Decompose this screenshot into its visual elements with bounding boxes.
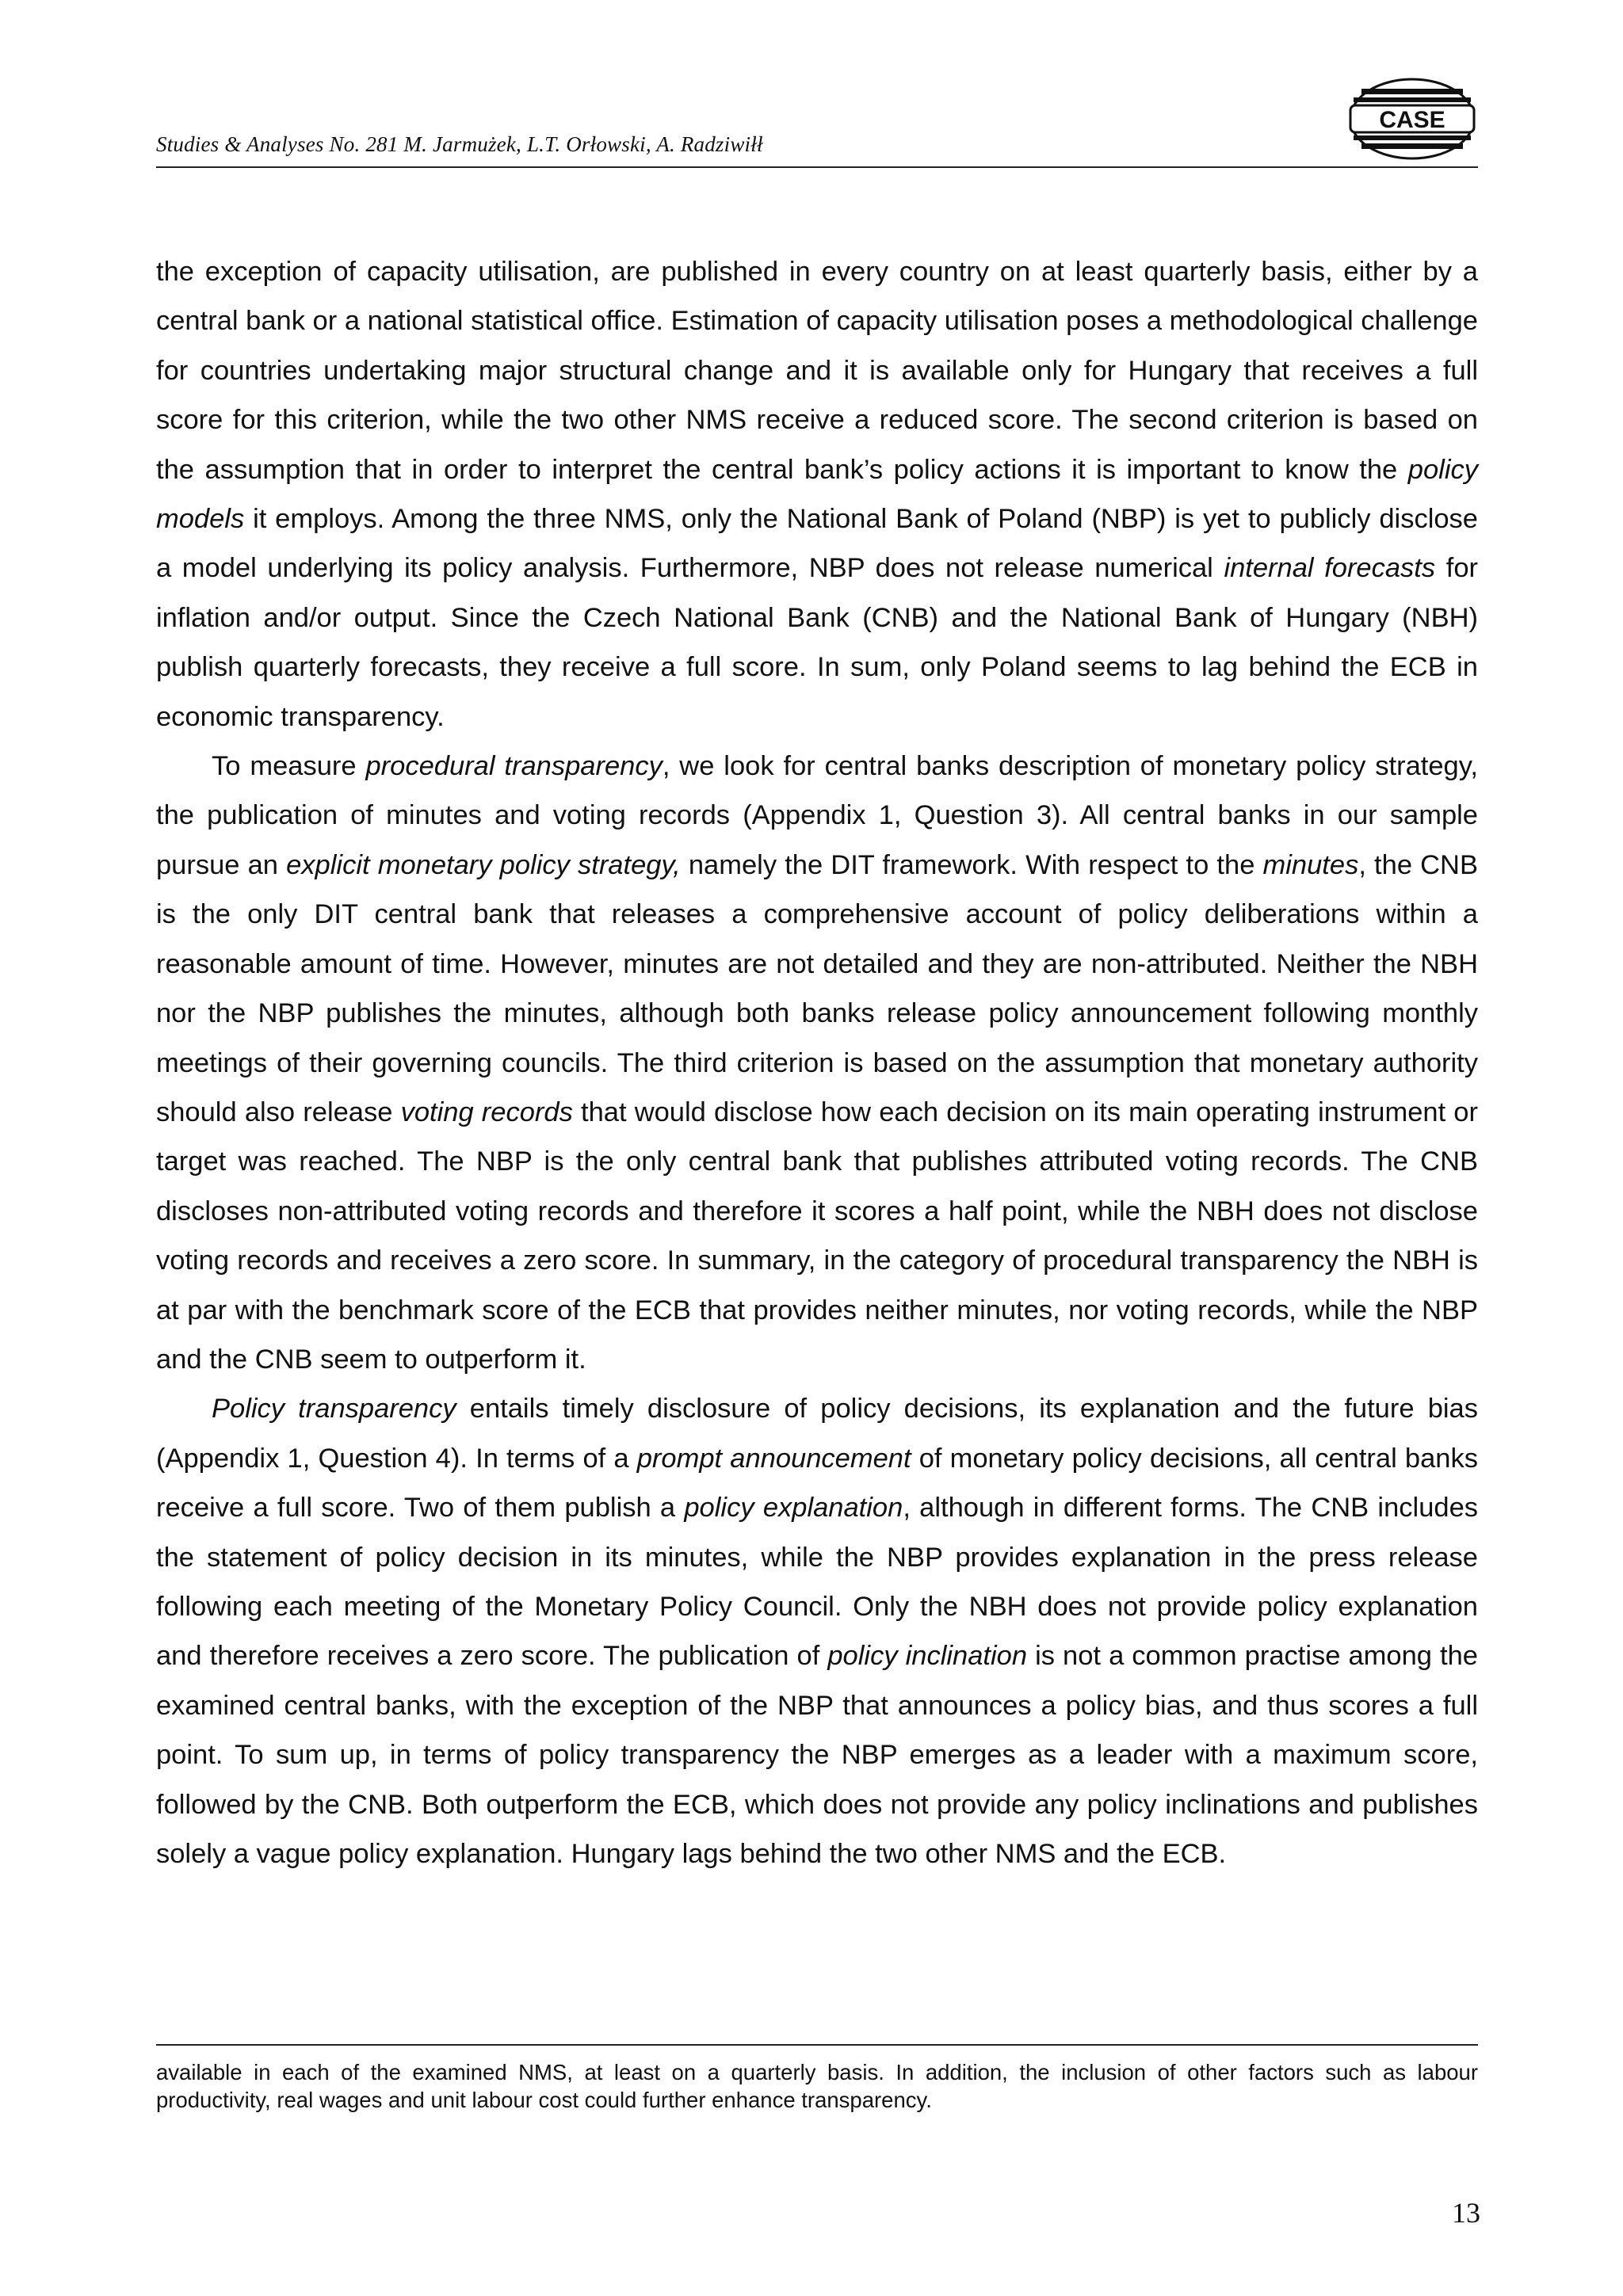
text-run: , although in different forms. The CNB includes the statement of policy decision in its minutes, while the NBP provides explanation in the press release following each meeting of the Monetary Policy Council. Only the NBH does not provide policy explanation and therefore receives a zero score. The publication of <box>156 1493 1479 1672</box>
header-rule <box>156 166 1478 168</box>
italic-term: explicit monetary policy strategy, <box>286 849 681 880</box>
text-run: entails timely disclosure of policy decisions, its explanation and the future bias (Appendix 1, Question 4). In terms of a <box>156 1394 1478 1474</box>
footnote-rule <box>156 2044 1478 2046</box>
body-paragraph <box>156 1384 1478 1878</box>
body-paragraph <box>156 742 1478 1384</box>
italic-term: prompt announcement <box>636 1443 911 1474</box>
text-run: is not a common practise among the examined central banks, with the exception of the NBP that announces a policy bias, and thus scores a full point. To sum up, in terms of policy transparency the NBP emerges as a leader with a maximum score, followed by the CNB. Both outperform the ECB, which does not provide any policy inclinations and publishes solely a vague policy explanation. Hungary lags behind the two other NMS and the ECB. <box>156 1641 1478 1869</box>
italic-term: procedural transparency <box>365 751 663 782</box>
text-run: , the CNB is the only DIT central bank that releases a comprehensive account of policy deliberations within a reasonable amount of time. However, minutes are not detailed and they are non-attributed. Neither the NBH nor the NBP publishes the minutes, although both banks release policy announcement following monthly meetings of their governing councils. The third criterion is based on the assumption that monetary authority should also release <box>156 849 1478 1127</box>
body-text <box>156 247 1478 1878</box>
italic-term: Policy transparency <box>212 1394 456 1425</box>
case-logo <box>1347 76 1477 162</box>
logo-text: CASE <box>1379 107 1445 133</box>
running-header: Studies & Analyses No. 281 M. Jarmużek, L.T. Orłowski, A. Radziwiłł <box>156 132 763 156</box>
text-run: To measure <box>212 751 366 782</box>
italic-term: policy explanation <box>684 1493 903 1524</box>
text-run: for inflation and/or output. Since the Czech National Bank (CNB) and the National Bank of Hungary (NBH) publish quarterly forecasts, they receive a full score. In sum, only Poland seems to lag behind the ECB in economic transparency. <box>156 553 1478 732</box>
italic-term: voting records <box>400 1097 573 1127</box>
italic-term: policy models <box>156 454 1478 535</box>
italic-term: minutes <box>1262 849 1359 880</box>
italic-term: internal forecasts <box>1224 553 1436 584</box>
text-run: the exception of capacity utilisation, are published in every country on at least quarterly basis, either by a central bank or a national statistical office. Estimation of capacity utilisation poses a methodological challenge for countries undertaking major structural change and it is available only for Hungary that receives a full score for this criterion, while the two other NMS receive a reduced score. The second criterion is based on the assumption that in order to interpret the central bank’s policy actions it is important to know the <box>156 257 1478 485</box>
page-number: 13 <box>1452 2197 1480 2229</box>
text-run: , we look for central banks description of monetary policy strategy, the publication of minutes and voting records (Appendix 1, Question 3). All central banks in our sample pursue an <box>156 751 1479 880</box>
text-run: it employs. Among the three NMS, only the National Bank of Poland (NBP) is yet to publicly disclose a model underlying its policy analysis. Furthermore, NBP does not release numerical <box>156 504 1478 584</box>
text-run: of monetary policy decisions, all central banks receive a full score. Two of them publish a <box>156 1443 1478 1524</box>
footnote: available in each of the examined NMS, at least on a quarterly basis. In addition, the inclusion of other factors such as labour productivity, real wages and unit labour cost could further enhance transparency. <box>156 2060 1478 2112</box>
text-run: namely the DIT framework. With respect to the <box>680 849 1263 880</box>
text-run: that would disclose how each decision on its main operating instrument or target was reached. The NBP is the only central bank that publishes attributed voting records. The CNB discloses non-attributed voting records and therefore it scores a half point, while the NBH does not disclose voting records and receives a zero score. In summary, in the category of procedural transparency the NBH is at par with the benchmark score of the ECB that provides neither minutes, nor voting records, while the NBP and the CNB seem to outperform it. <box>156 1097 1478 1375</box>
italic-term: policy inclination <box>827 1641 1028 1672</box>
body-paragraph <box>156 247 1478 742</box>
